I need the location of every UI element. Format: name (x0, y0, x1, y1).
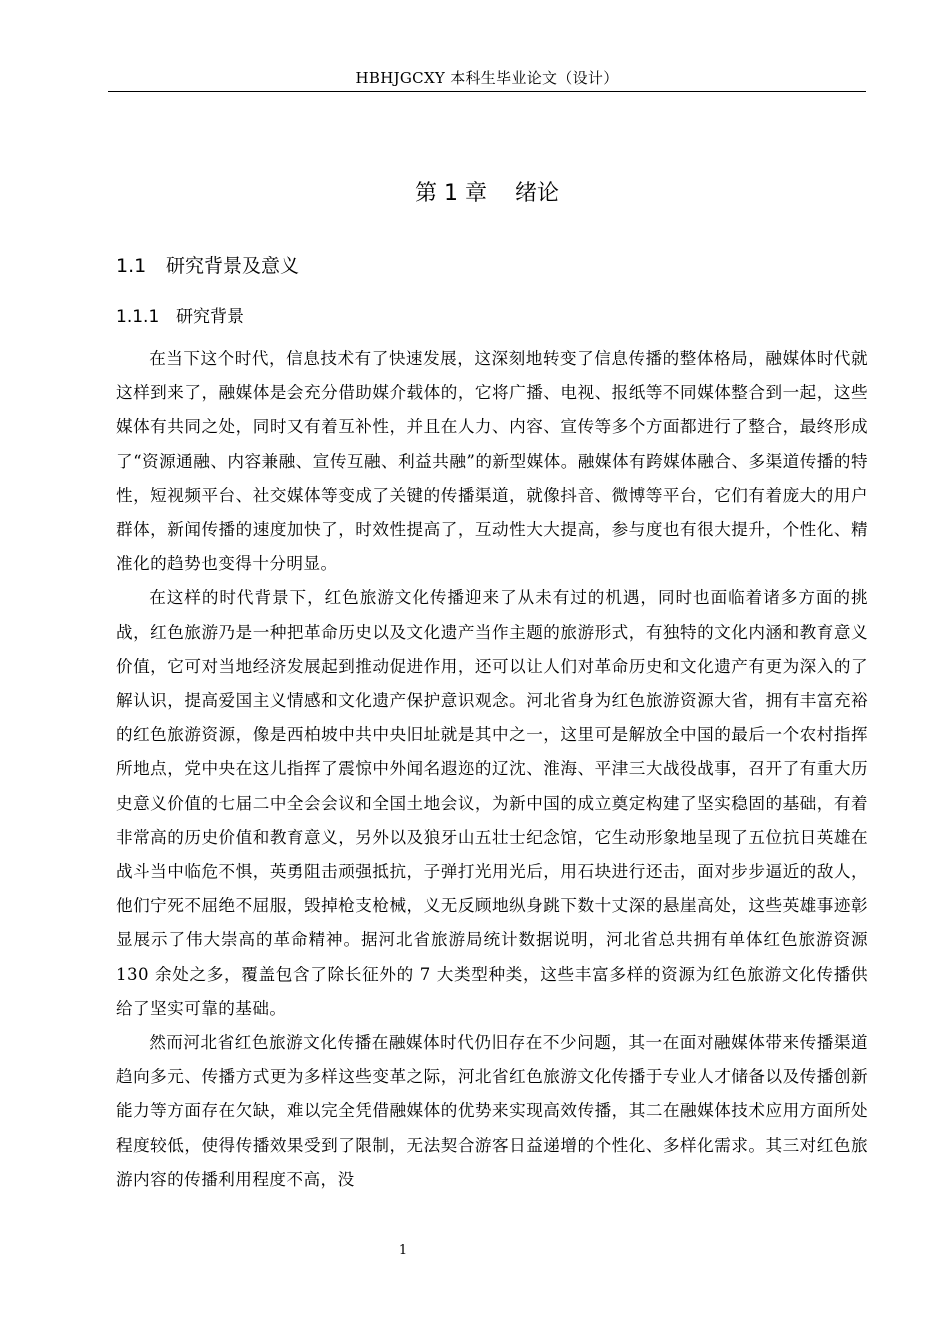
section-title: 研究背景及意义 (166, 255, 300, 277)
paragraph: 在当下这个时代，信息技术有了快速发展，这深刻地转变了信息传播的整体格局，融媒体时代就这样到来了，融媒体是会充分借助媒介载体的，它将广播、电视、报纸等不同媒体整合到一起，这些媒体有共同之处，同时又有着互补性，并且在人力、内容、宣传等多个方面都进行了整合，最终形成了“资源通融、内容兼融、宣传互融、利益共融”的新型媒体。融媒体有跨媒体融合、多渠道传播的特性，短视频平台、社交媒体等变成了关键的传播渠道，就像抖音、微博等平台，它们有着庞大的用户群体，新闻传播的速度加快了，时效性提高了，互动性大大提高，参与度也有很大提升，个性化、精准化的趋势也变得十分明显。 (116, 349, 868, 574)
header-rule (108, 91, 866, 92)
subsection-heading (116, 303, 244, 331)
section-number: 1.1 (116, 255, 147, 277)
subsection-title: 研究背景 (176, 307, 244, 327)
chapter-name: 绪论 (514, 181, 559, 206)
chapter-number: 第 1 章 (415, 181, 487, 206)
subsection-number: 1.1.1 (116, 307, 160, 327)
paragraph: 在这样的时代背景下，红色旅游文化传播迎来了从未有过的机遇，同时也面临着诸多方面的挑战，红色旅游乃是一种把革命历史以及文化遗产当作主题的旅游形式，有独特的文化内涵和教育意义价值，它可对当地经济发展起到推动促进作用，还可以让人们对革命历史和文化遗产有更为深入的了解认识，提高爱国主义情感和文化遗产保护意识观念。河北省身为红色旅游资源大省，拥有丰富充裕的红色旅游资源，像是西柏坡中共中央旧址就是其中之一，这里可是解放全中国的最后一个农村指挥所地点，党中央在这儿指挥了震惊中外闻名遐迩的辽沈、淮海、平津三大战役战事，召开了有重大历史意义价值的七届二中全会会议和全国土地会议，为新中国的成立奠定构建了坚实稳固的基础，有着非常高的历史价值和教育意义，另外以及狼牙山五壮士纪念馆，它生动形象地呈现了五位抗日英雄在战斗当中临危不惧，英勇阻击顽强抵抗，子弹打光用光后，用石块进行还击，面对步步逼近的敌人，他们宁死不屈绝不屈服，毁掉枪支枪械，义无反顾地纵身跳下数十丈深的悬崖高处，这些英雄事迹彰显展示了伟大崇高的革命精神。据河北省旅游局统计数据说明，河北省总共拥有单体红色旅游资源 130 余处之多，覆盖包含了除长征外的 7 大类型种类，这些丰富多样的资源为红色旅游文化传播供给了坚实可靠的基础。 (116, 588, 868, 1018)
chapter-title (108, 178, 866, 210)
running-header: HBHJGCXY 本科生毕业论文（设计） (355, 69, 619, 87)
body-text (116, 342, 868, 1197)
paragraph: 然而河北省红色旅游文化传播在融媒体时代仍旧存在不少问题，其一在面对融媒体带来传播渠道趋向多元、传播方式更为多样这些变革之际，河北省红色旅游文化传播于专业人才储备以及传播创新能力等方面存在欠缺，难以完全凭借融媒体的优势来实现高效传播，其二在融媒体技术应用方面所处程度较低，使得传播效果受到了限制，无法契合游客日益递增的个性化、多样化需求。其三对红色旅游内容的传播利用程度不高，没 (116, 1033, 868, 1189)
section-heading (116, 252, 299, 280)
page-number: 1 (398, 1243, 408, 1258)
